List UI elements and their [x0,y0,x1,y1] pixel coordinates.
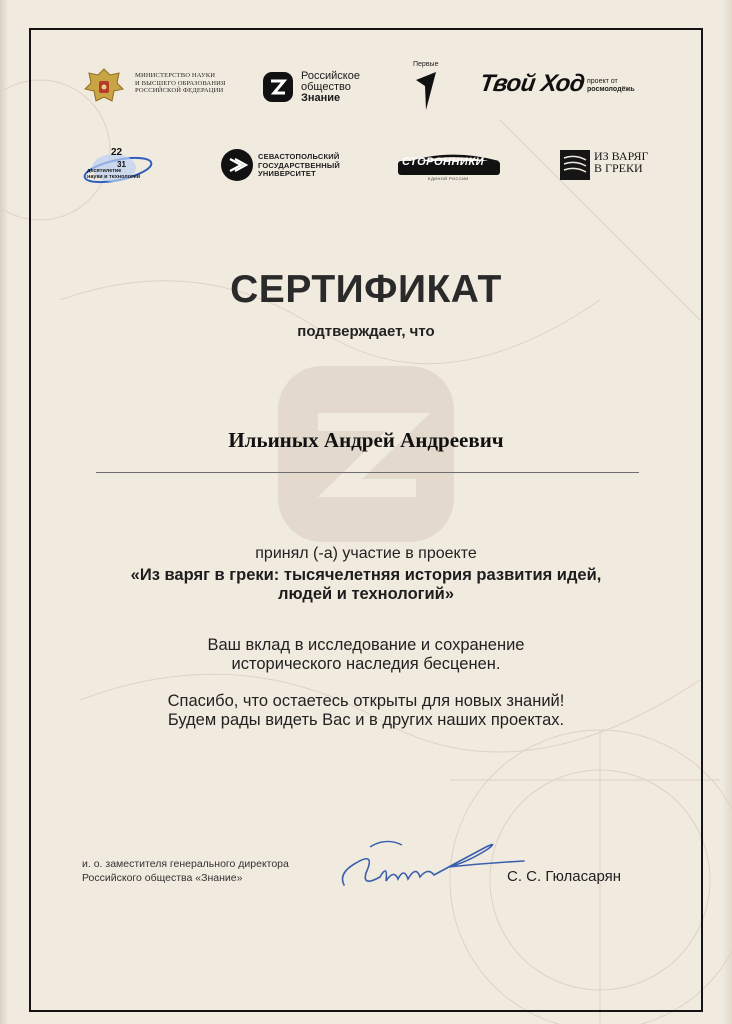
handwritten-signature [336,833,526,895]
recipient-underline [96,472,639,473]
certificate-title: СЕРТИФИКАТ [230,268,502,311]
znanie-watermark [278,366,454,542]
pervye-icon [414,70,440,112]
tvoy-hod-sub: проект от росмолодёжь [587,78,635,93]
varyag-emblem-icon [560,150,590,180]
pervye-logo [414,70,440,117]
znanie-icon [263,72,293,102]
pervye-label: Первые [413,61,439,68]
varyag-logo [560,150,590,185]
decade-year: 31 [117,160,126,169]
contribution-text: Ваш вклад в исследование и сохранение исторического наследия бесценен. [207,636,525,673]
storonniki-sub: ЕДИНОЙ РОССИИ [428,176,469,181]
sevgu-name: СЕВАСТОПОЛЬСКИЙ ГОСУДАРСТВЕННЫЙ УНИВЕРСИТЕТ [258,152,340,178]
ministry-logo [83,65,125,114]
watermark-znanie-icon [278,366,454,542]
storonniki-text: СТОРОННИКИ [402,156,485,168]
confirms-text: подтверждает, что [297,323,435,340]
signatory-role: и. о. заместителя генерального директора Российского общества «Знание» [82,858,289,884]
eagle-emblem-icon [83,65,125,109]
signatory-name: С. С. Гюласарян [507,868,622,885]
thanks-text: Спасибо, что остаетесь открыты для новых знаний! Будем рады видеть Вас и в других наших проектах. [167,692,565,729]
decade-caption: десятилетие науки и технологий [87,168,141,180]
varyag-name: ИЗ ВАРЯГ В ГРЕКИ [594,149,649,175]
znanie-logo [263,72,293,107]
decade-text: 22 [111,147,123,158]
project-title: «Из варяг в греки: тысячелетняя история развития идей, людей и технологий» [130,566,602,603]
ministry-name: МИНИСТЕРСТВО НАУКИ И ВЫСШЕГО ОБРАЗОВАНИЯ РОССИЙСКОЙ ФЕДЕРАЦИИ [135,72,226,95]
sevgu-icon [221,149,253,181]
tvoy-hod-logo: Твой Ход [478,70,587,97]
recipient-name: Ильиных Андрей Андреевич [228,428,504,452]
participation-text: принял (-а) участие в проекте [255,545,477,562]
sevgu-logo [221,149,253,186]
znanie-name: Российское общество Знание [301,70,360,104]
